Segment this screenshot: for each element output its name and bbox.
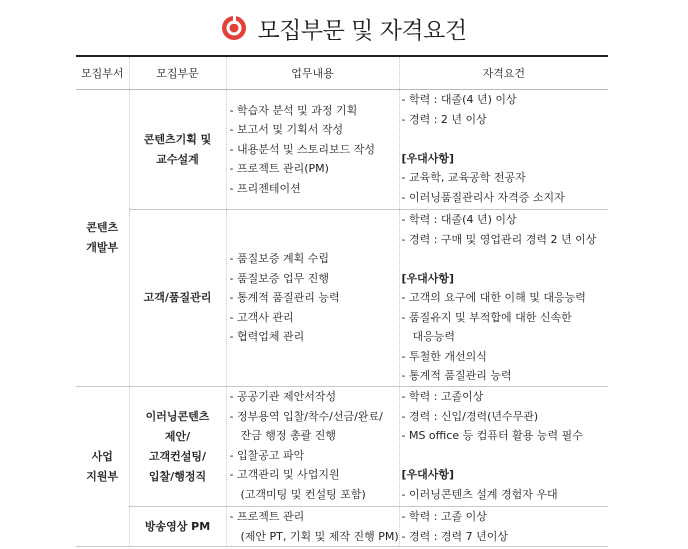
preference-item: - 통계적 품질관리 능력 [401,369,512,382]
duty-item: - 내용분석 및 스토리보드 작성 [229,142,375,156]
preference-label: [우대사항] [401,271,455,285]
duty-item: - 품질보증 업무 진행 [229,271,329,285]
qualification-item: - 경력 : 신입/경력(년수무관) [401,409,539,423]
duties-cell [226,90,399,210]
preference-item: - 품질유지 및 부적합에 대한 신속한 [401,310,572,324]
field-cell: 고객/품질관리 [129,210,226,387]
duty-item: - 협력업체 관리 [229,330,305,344]
duty-item: - 고객관리 및 사업지원 [229,468,340,481]
preference-label: [우대사항] [401,468,455,481]
duty-item: - 고객사 관리 [229,310,294,324]
duty-item: - 프로젝트 관리 [229,510,305,523]
qualification-item: - 학력 : 고졸 이상 [401,510,487,523]
page-title: 모집부문 및 자격요건 [257,17,467,44]
department-content-dev: 콘텐츠 개발부 [76,90,129,387]
qualification-item: - 경력 : 2 년 이상 [401,112,487,126]
table-row [76,507,608,547]
field-cell: 이러닝콘텐츠 제안/ 고객컨설팅/ 입찰/행정직 [129,387,226,507]
qualifications-cell [399,387,608,507]
qualifications-cell [399,210,608,387]
department-business-support: 사업 지원부 [76,387,129,547]
preference-label: [우대사항] [401,151,455,165]
target-icon [221,15,247,41]
preference-item: - 교육학, 교육공학 전공자 [401,171,526,184]
header-qualifications: 자격요건 [399,57,608,90]
field-cell: 콘텐츠기획 및 교수설계 [129,90,226,210]
preference-item: 대응능력 [412,330,456,343]
duties-cell [226,387,399,507]
header-department: 모집부서 [76,57,129,90]
duty-item: - 품질보증 계획 수립 [229,252,329,266]
title-row [0,8,688,48]
header-duties: 업무내용 [226,57,399,90]
table-row [76,90,608,210]
qualification-item: - 경력 : 경력 7 년이상 [401,529,509,543]
qualification-item: - 학력 : 대졸(4 년) 이상 [401,93,517,106]
table-row [76,210,608,387]
duty-item: - 통계적 품질관리 능력 [229,291,340,305]
duties-cell [226,507,399,547]
preference-item: - 고객의 요구에 대한 이해 및 대응능력 [401,291,586,304]
duty-item: (제안 PT, 기획 및 제작 진행 PM) [240,529,399,543]
duty-item: - 프로젝트 관리(PM) [229,162,329,176]
qualifications-cell [399,90,608,210]
duty-item: (고객미팅 및 컨설팅 포함) [240,487,366,501]
header-field: 모집부문 [129,57,226,90]
preference-item: - 투철한 개선의식 [401,349,487,363]
duty-item: - 정부용역 입찰/착수/선금/완료/ [229,409,383,423]
duty-item: - 보고서 및 기획서 작성 [229,123,344,137]
preference-item: - 이러닝품질관리사 자격증 소지자 [401,190,565,204]
duty-item: - 공공기관 제안서작성 [229,390,337,403]
duty-item: - 프리젠테이션 [229,181,301,195]
requirements-table [76,57,608,547]
table-row [76,387,608,507]
qualification-item: - MS office 등 컴퓨터 활용 능력 필수 [401,429,583,442]
duty-item: - 입찰공고 파악 [229,448,305,462]
preference-item: - 이러닝콘텐츠 설계 경험자 우대 [401,487,558,501]
table-header-row [76,57,608,90]
duty-item: 잔금 행정 총괄 진행 [240,429,336,442]
field-cell: 방송영상 PM [129,507,226,547]
duties-cell [226,210,399,387]
qualification-item: - 학력 : 고졸이상 [401,390,484,403]
duty-item: - 학습자 분석 및 과정 기획 [229,103,358,117]
qualifications-cell [399,507,608,547]
qualification-item: - 학력 : 대졸(4 년) 이상 [401,213,517,226]
qualification-item: - 경력 : 구매 및 영업관리 경력 2 년 이상 [401,232,597,246]
